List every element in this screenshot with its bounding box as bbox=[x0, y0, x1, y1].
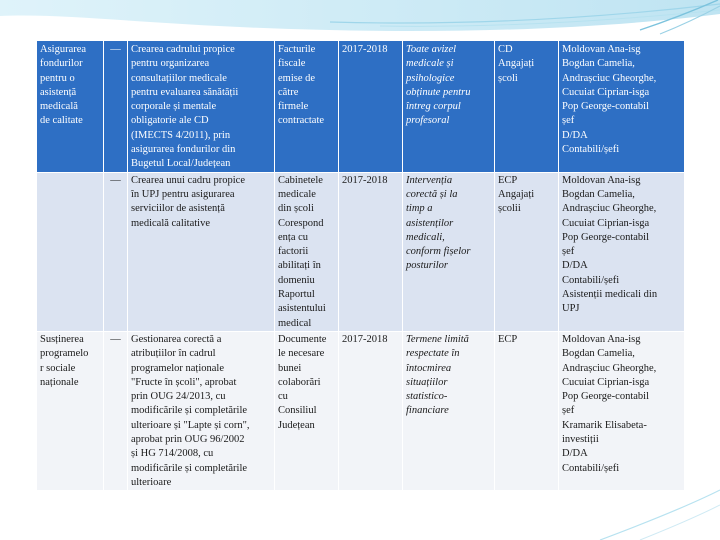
cell-text-line: modificările și completările bbox=[131, 462, 248, 474]
cell-bullet-dash bbox=[104, 41, 128, 173]
cell-text-line: fiscale bbox=[278, 58, 306, 70]
cell-text-line: Gestionarea corectă a bbox=[131, 333, 222, 345]
cell-text-line: statistico- bbox=[406, 391, 448, 403]
cell-text-line: Moldovan Ana-isg bbox=[562, 333, 641, 345]
cell-text-line: factorii bbox=[278, 246, 309, 258]
cell-text-line: — bbox=[110, 174, 121, 186]
cell-text-line: în UPJ pentru asigurarea bbox=[131, 188, 235, 200]
cell-text-line: CD bbox=[498, 44, 513, 55]
cell-period bbox=[339, 172, 403, 331]
cell-action bbox=[128, 172, 275, 331]
cell-action bbox=[128, 41, 275, 173]
cell-text-line: pentru evaluarea sănătății bbox=[131, 86, 239, 98]
cell-text-line: școli bbox=[498, 72, 518, 84]
cell-text-line: consultațiilor medicale bbox=[131, 72, 227, 84]
cell-text-line: șef bbox=[562, 405, 575, 417]
cell-text-line: Crearea cadrului propice bbox=[131, 44, 235, 55]
cell-text-line: Cabinetele bbox=[278, 174, 323, 186]
cell-text-line: de calitate bbox=[40, 115, 83, 127]
cell-text-line: Documente bbox=[278, 333, 327, 345]
cell-text-line: Bogdan Camelia, bbox=[562, 188, 635, 200]
cell-text-line: — bbox=[110, 333, 121, 345]
cell-text-line: respectate în bbox=[406, 348, 460, 360]
cell-responsible bbox=[559, 331, 685, 490]
cell-text-line: Toate avizel bbox=[406, 44, 457, 55]
cell-text-line: șef bbox=[562, 246, 575, 258]
cell-text-line: 2017-2018 bbox=[342, 174, 388, 186]
cell-text-line: 2017-2018 bbox=[342, 44, 388, 55]
cell-text-line: abilitați în bbox=[278, 260, 321, 272]
cell-text-line: Contabili/șefi bbox=[562, 462, 620, 474]
cell-text-line: D/DA bbox=[562, 260, 588, 272]
cell-bullet-dash bbox=[104, 331, 128, 490]
cell-text-line: asigurarea fondurilor din bbox=[131, 144, 236, 156]
cell-text-line: ulterioare și "Lapte și corn", bbox=[131, 419, 250, 431]
cell-objective-area bbox=[37, 331, 104, 490]
cell-text-line: asistenților bbox=[406, 217, 454, 229]
cell-text-line: Termene limită bbox=[406, 333, 469, 345]
cell-text-line: "Fructe în școli", aprobat bbox=[131, 376, 237, 388]
cell-text-line: din școli bbox=[278, 203, 314, 215]
cell-target-group bbox=[495, 172, 559, 331]
cell-text-line: Raportul bbox=[278, 289, 315, 301]
cell-text-line: naționale bbox=[40, 376, 79, 388]
cell-text-line: Cucuiat Ciprian-isga bbox=[562, 217, 650, 229]
cell-text-line: UPJ bbox=[562, 303, 580, 315]
cell-text-line: medicală calitative bbox=[131, 217, 210, 229]
cell-text-line: ECP bbox=[498, 174, 518, 186]
cell-action bbox=[128, 331, 275, 490]
cell-text-line: ulterioare bbox=[131, 476, 172, 488]
cell-text-line: emise de bbox=[278, 72, 316, 84]
cell-text-line: contractate bbox=[278, 115, 325, 127]
cell-text-line: școlii bbox=[498, 203, 521, 215]
cell-text-line: Corespond bbox=[278, 217, 324, 229]
cell-text-line: colaborări bbox=[278, 376, 321, 388]
cell-text-line: Intervenția bbox=[406, 174, 453, 186]
cell-text-line: obținute pentru bbox=[406, 86, 471, 98]
cell-text-line: Asigurarea bbox=[40, 44, 87, 55]
cell-bullet-dash bbox=[104, 172, 128, 331]
cell-text-line: medical bbox=[278, 317, 312, 329]
cell-text-line: 2017-2018 bbox=[342, 333, 388, 345]
cell-responsible bbox=[559, 172, 685, 331]
cell-text-line: aprobat prin OUG 96/2002 bbox=[131, 434, 245, 446]
cell-text-line: obligatorie ale CD bbox=[131, 115, 209, 127]
cell-period bbox=[339, 331, 403, 490]
cell-text-line: medicali, bbox=[406, 231, 445, 243]
cell-text-line: Bogdan Camelia, bbox=[562, 58, 635, 70]
cell-text-line: ența cu bbox=[278, 231, 309, 243]
cell-text-line: Andrașciuc Gheorghe, bbox=[562, 203, 657, 215]
cell-text-line: asistentului bbox=[278, 303, 326, 315]
cell-text-line: programelo bbox=[40, 348, 89, 360]
cell-text-line: serviciilor de asistență bbox=[131, 203, 225, 215]
cell-text-line: pentru organizarea bbox=[131, 58, 210, 70]
cell-text-line: întreg corpul bbox=[406, 101, 461, 113]
cell-resources bbox=[275, 41, 339, 173]
cell-text-line: șef bbox=[562, 115, 575, 127]
cell-text-line: Susținerea bbox=[40, 333, 84, 345]
cell-text-line: psihologice bbox=[406, 72, 455, 84]
cell-text-line: ECP bbox=[498, 333, 518, 345]
cell-text-line: Consiliul bbox=[278, 405, 317, 417]
cell-text-line: timp a bbox=[406, 203, 433, 215]
cell-text-line: Andrașciuc Gheorghe, bbox=[562, 362, 657, 374]
cell-indicators bbox=[403, 41, 495, 173]
cell-text-line: D/DA bbox=[562, 448, 588, 460]
cell-text-line: Moldovan Ana-isg bbox=[562, 174, 641, 186]
cell-text-line: Andrașciuc Gheorghe, bbox=[562, 72, 657, 84]
cell-text-line: domeniu bbox=[278, 274, 315, 286]
cell-text-line: Cucuiat Ciprian-isga bbox=[562, 86, 650, 98]
cell-text-line: investiții bbox=[562, 434, 599, 446]
cell-text-line: Contabili/șefi bbox=[562, 144, 620, 156]
cell-text-line: asistență bbox=[40, 86, 77, 98]
cell-objective-area bbox=[37, 172, 104, 331]
cell-text-line: Angajați bbox=[498, 58, 535, 70]
cell-text-line: cu bbox=[278, 391, 288, 403]
cell-text-line: corporale și mentale bbox=[131, 101, 217, 113]
cell-target-group bbox=[495, 41, 559, 173]
cell-text-line: fondurilor bbox=[40, 58, 83, 70]
cell-period bbox=[339, 41, 403, 173]
cell-text-line: medicale și bbox=[406, 58, 454, 70]
cell-text-line: prin OUG 24/2013, cu bbox=[131, 391, 226, 403]
cell-text-line: conform fișelor bbox=[406, 246, 471, 258]
cell-text-line: modificările și completările bbox=[131, 405, 248, 417]
cell-text-line: Pop George-contabil bbox=[562, 231, 649, 243]
cell-text-line: le necesare bbox=[278, 348, 325, 360]
cell-text-line: r sociale bbox=[40, 362, 76, 374]
table-row bbox=[37, 172, 685, 331]
table-row bbox=[37, 41, 685, 173]
cell-target-group bbox=[495, 331, 559, 490]
cell-text-line: Pop George-contabil bbox=[562, 101, 649, 113]
cell-text-line: și HG 714/2008, cu bbox=[131, 448, 214, 460]
cell-text-line: posturilor bbox=[406, 260, 449, 272]
cell-text-line: Kramarik Elisabeta- bbox=[562, 419, 647, 431]
cell-text-line: Cucuiat Ciprian-isga bbox=[562, 376, 650, 388]
cell-text-line: medicale bbox=[278, 188, 316, 200]
cell-text-line: atribuțiilor în cadrul bbox=[131, 348, 216, 360]
cell-resources bbox=[275, 172, 339, 331]
cell-indicators bbox=[403, 172, 495, 331]
cell-text-line: Asistenții medicali din bbox=[562, 289, 658, 301]
cell-text-line: financiare bbox=[406, 405, 449, 417]
cell-resources bbox=[275, 331, 339, 490]
table-row bbox=[37, 331, 685, 490]
cell-text-line: pentru o bbox=[40, 72, 75, 84]
cell-text-line: programelor naționale bbox=[131, 362, 225, 374]
cell-text-line: Angajați bbox=[498, 188, 535, 200]
cell-text-line: Moldovan Ana-isg bbox=[562, 44, 641, 55]
cell-indicators bbox=[403, 331, 495, 490]
cell-text-line: Județean bbox=[278, 419, 315, 431]
cell-text-line: Contabili/șefi bbox=[562, 274, 620, 286]
cell-text-line: Facturile bbox=[278, 44, 316, 55]
cell-text-line: (IMECTS 4/2011), prin bbox=[131, 129, 231, 141]
cell-text-line: către bbox=[278, 86, 299, 98]
cell-objective-area bbox=[37, 41, 104, 173]
action-plan-table bbox=[36, 40, 685, 491]
cell-responsible bbox=[559, 41, 685, 173]
cell-text-line: Crearea unui cadru propice bbox=[131, 174, 245, 186]
cell-text-line: D/DA bbox=[562, 129, 588, 141]
cell-text-line: corectă și la bbox=[406, 188, 458, 200]
cell-text-line: firmele bbox=[278, 101, 309, 113]
cell-text-line: întocmirea bbox=[406, 362, 452, 374]
cell-text-line: Bogdan Camelia, bbox=[562, 348, 635, 360]
cell-text-line: situațiilor bbox=[406, 376, 448, 388]
cell-text-line: Bugetul Local/Județean bbox=[131, 158, 231, 170]
cell-text-line: bunei bbox=[278, 362, 302, 374]
cell-text-line: — bbox=[110, 44, 121, 55]
cell-text-line: profesoral bbox=[406, 115, 450, 127]
cell-text-line: medicală bbox=[40, 101, 78, 113]
cell-text-line: Pop George-contabil bbox=[562, 391, 649, 403]
